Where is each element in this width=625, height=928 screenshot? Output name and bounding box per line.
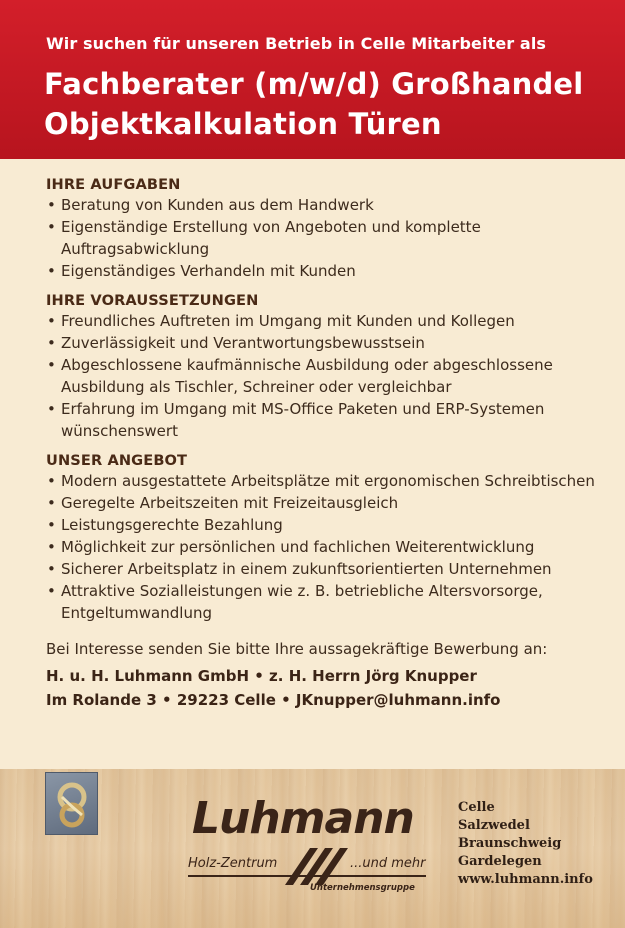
offer-list bbox=[46, 470, 606, 624]
section-requirements bbox=[46, 292, 606, 442]
logo-subtitle-right: ...und mehr bbox=[350, 856, 426, 871]
section-title: UNSER ANGEBOT bbox=[46, 452, 188, 469]
website-link[interactable]: www.luhmann.info bbox=[458, 872, 593, 887]
location-item: Celle bbox=[458, 800, 495, 815]
list-item: • Attraktive Sozialleistungen wie z. B. betriebliche Altersvorsorge, Entgeltumwandlung bbox=[46, 580, 606, 624]
list-item: • Eigenständige Erstellung von Angeboten und komplette Auftragsabwicklung bbox=[46, 216, 606, 260]
job-title-line2: Objektkalkulation Türen bbox=[44, 107, 442, 141]
locations-list bbox=[458, 799, 593, 889]
logo-subtitle-left: Holz-Zentrum bbox=[188, 856, 278, 871]
luhmann-logo bbox=[180, 791, 440, 901]
list-item: • Abgeschlossene kaufmännische Ausbildung oder abgeschlossene Ausbildung als Tischler, Schreiner oder vergleichbar bbox=[46, 354, 606, 398]
header-banner bbox=[0, 0, 625, 159]
company-badge-icon bbox=[45, 772, 98, 835]
task-list bbox=[46, 194, 606, 282]
application-note: Bei Interesse senden Sie bitte Ihre aussagekräftige Bewerbung an: bbox=[46, 640, 548, 658]
job-title bbox=[44, 64, 583, 144]
list-item: • Möglichkeit zur persönlichen und fachlichen Weiterentwicklung bbox=[46, 536, 606, 558]
list-item: • Freundliches Auftreten im Umgang mit Kunden und Kollegen bbox=[46, 310, 606, 332]
contact-line-1: H. u. H. Luhmann GmbH • z. H. Herrn Jörg Knupper bbox=[46, 667, 477, 685]
list-item: • Eigenständiges Verhandeln mit Kunden bbox=[46, 260, 606, 282]
job-description bbox=[46, 176, 606, 712]
list-item: • Erfahrung im Umgang mit MS-Office Paketen und ERP-Systemen wünschenswert bbox=[46, 398, 606, 442]
list-item: • Sicherer Arbeitsplatz in einem zukunftsorientierten Unternehmen bbox=[46, 558, 606, 580]
logo-group-label: Unternehmensgruppe bbox=[310, 883, 415, 893]
location-item: Salzwedel bbox=[458, 818, 530, 833]
list-item: • Leistungsgerechte Bezahlung bbox=[46, 514, 606, 536]
list-item: • Beratung von Kunden aus dem Handwerk bbox=[46, 194, 606, 216]
section-tasks bbox=[46, 176, 606, 282]
list-item: • Modern ausgestattete Arbeitsplätze mit ergonomischen Schreibtischen bbox=[46, 470, 606, 492]
section-title: IHRE AUFGABEN bbox=[46, 176, 181, 193]
location-item: Gardelegen bbox=[458, 854, 542, 869]
section-title: IHRE VORAUSSETZUNGEN bbox=[46, 292, 259, 309]
wood-footer bbox=[0, 769, 625, 928]
job-title-line1: Fachberater (m/w/d) Großhandel bbox=[44, 67, 584, 101]
logo-wordmark: Luhmann bbox=[192, 793, 414, 844]
requirement-list bbox=[46, 310, 606, 442]
section-offer bbox=[46, 452, 606, 624]
logo-stripes-icon bbox=[280, 843, 350, 888]
list-item: • Geregelte Arbeitszeiten mit Freizeitausgleich bbox=[46, 492, 606, 514]
list-item: • Zuverlässigkeit und Verantwortungsbewusstsein bbox=[46, 332, 606, 354]
intro-text: Wir suchen für unseren Betrieb in Celle Mitarbeiter als bbox=[46, 34, 547, 53]
contact-line-2: Im Rolande 3 • 29223 Celle • JKnupper@luhmann.info bbox=[46, 691, 501, 709]
contact-info bbox=[46, 664, 606, 712]
location-item: Braunschweig bbox=[458, 836, 562, 851]
